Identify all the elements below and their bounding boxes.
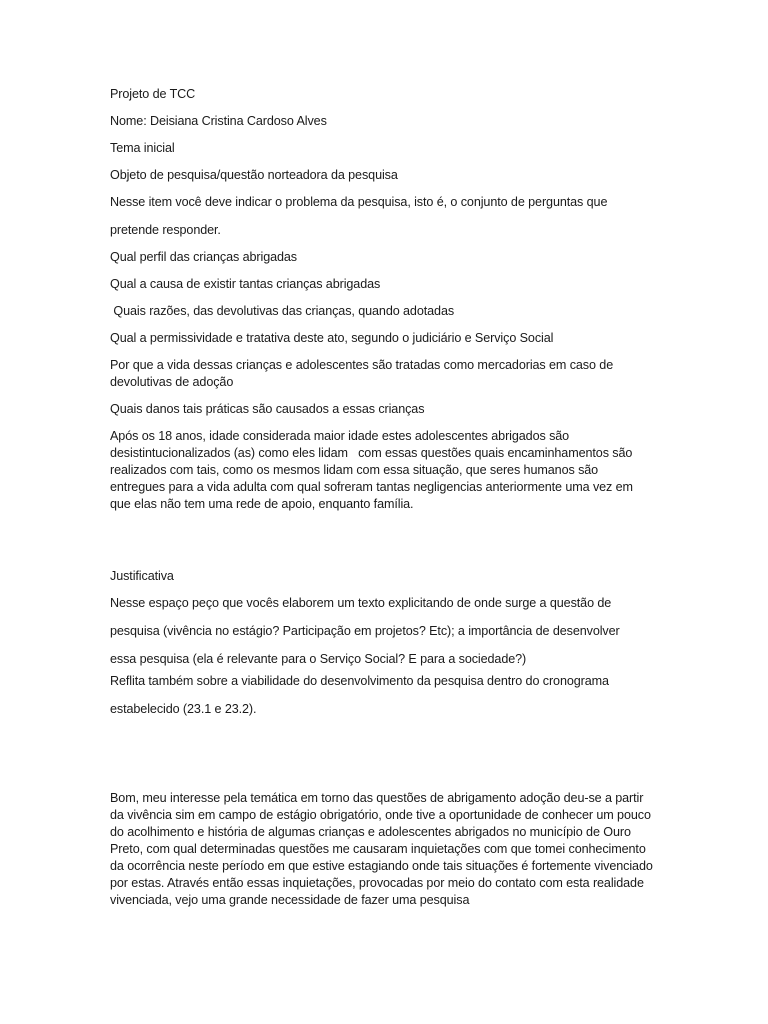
paragraph-final: Bom, meu interesse pela temática em torno das questões de abrigamento adoção deu-se a partir da vivência sim em campo de estágio obrigatório, onde tive a oportunidade de conhecer um pouco do acolhimento e história de algumas crianças e adolescentes abrigados no município de Ouro Preto, com qual determinadas questões me causaram inquietações com que tomei conhecimento da ocorrência neste período em que estive estagiando onde tais situações é fortemente vivenciado por estas. Através então essas inquietações, provocadas por meio do contato com esta realidade vivenciada, vejo uma grande necessidade de fazer uma pesquisa — [110, 791, 653, 907]
question-item: Qual a causa de existir tantas crianças abrigadas — [110, 277, 381, 291]
question-item: Qual perfil das crianças abrigadas — [110, 250, 298, 264]
paragraph-18-anos: Após os 18 anos, idade considerada maior idade estes adolescentes abrigados são desistintucionalizados (as) como eles lidam com essas questões quais encaminhamentos são realizados com tais, como os mesmos lidam com essa situação, que seres humanos são entregues para a vida adulta com qual sofreram tantas negligencias anteriormente uma vez em que elas não tem uma rede de apoio, enquanto família. — [110, 429, 637, 511]
justificativa-instruction-line: estabelecido (23.1 e 23.2). — [110, 702, 257, 716]
question-item: Quais danos tais práticas são causados a essas crianças — [110, 402, 425, 416]
tema-heading: Tema inicial — [110, 141, 175, 155]
author-name: Nome: Deisiana Cristina Cardoso Alves — [110, 114, 327, 128]
question-item: Qual a permissividade e tratativa deste ato, segundo o judiciário e Serviço Social — [110, 331, 554, 345]
justificativa-heading: Justificativa — [110, 569, 174, 583]
justificativa-instruction-line: Reflita também sobre a viabilidade do desenvolvimento da pesquisa dentro do cronograma — [110, 674, 609, 688]
spacer — [110, 523, 655, 568]
document-title: Projeto de TCC — [110, 87, 196, 101]
question-item: Quais razões, das devolutivas das crianças, quando adotadas — [110, 304, 455, 318]
justificativa-instruction-line: pesquisa (vivência no estágio? Participação em projetos? Etc); a importância de desenvolver — [110, 624, 620, 638]
justificativa-instruction-line: Nesse espaço peço que vocês elaborem um texto explicitando de onde surge a questão de — [110, 596, 612, 610]
justificativa-instruction-line: essa pesquisa (ela é relevante para o Serviço Social? E para a sociedade?) — [110, 652, 527, 666]
spacer — [110, 728, 655, 790]
objeto-instruction-line-2: pretende responder. — [110, 223, 221, 237]
objeto-heading: Objeto de pesquisa/questão norteadora da pesquisa — [110, 168, 398, 182]
document-body — [110, 86, 655, 919]
question-item: Por que a vida dessas crianças e adolescentes são tratadas como mercadorias em caso de devolutivas de adoção — [110, 358, 614, 389]
objeto-instruction-line-1: Nesse item você deve indicar o problema da pesquisa, isto é, o conjunto de perguntas que — [110, 195, 608, 209]
